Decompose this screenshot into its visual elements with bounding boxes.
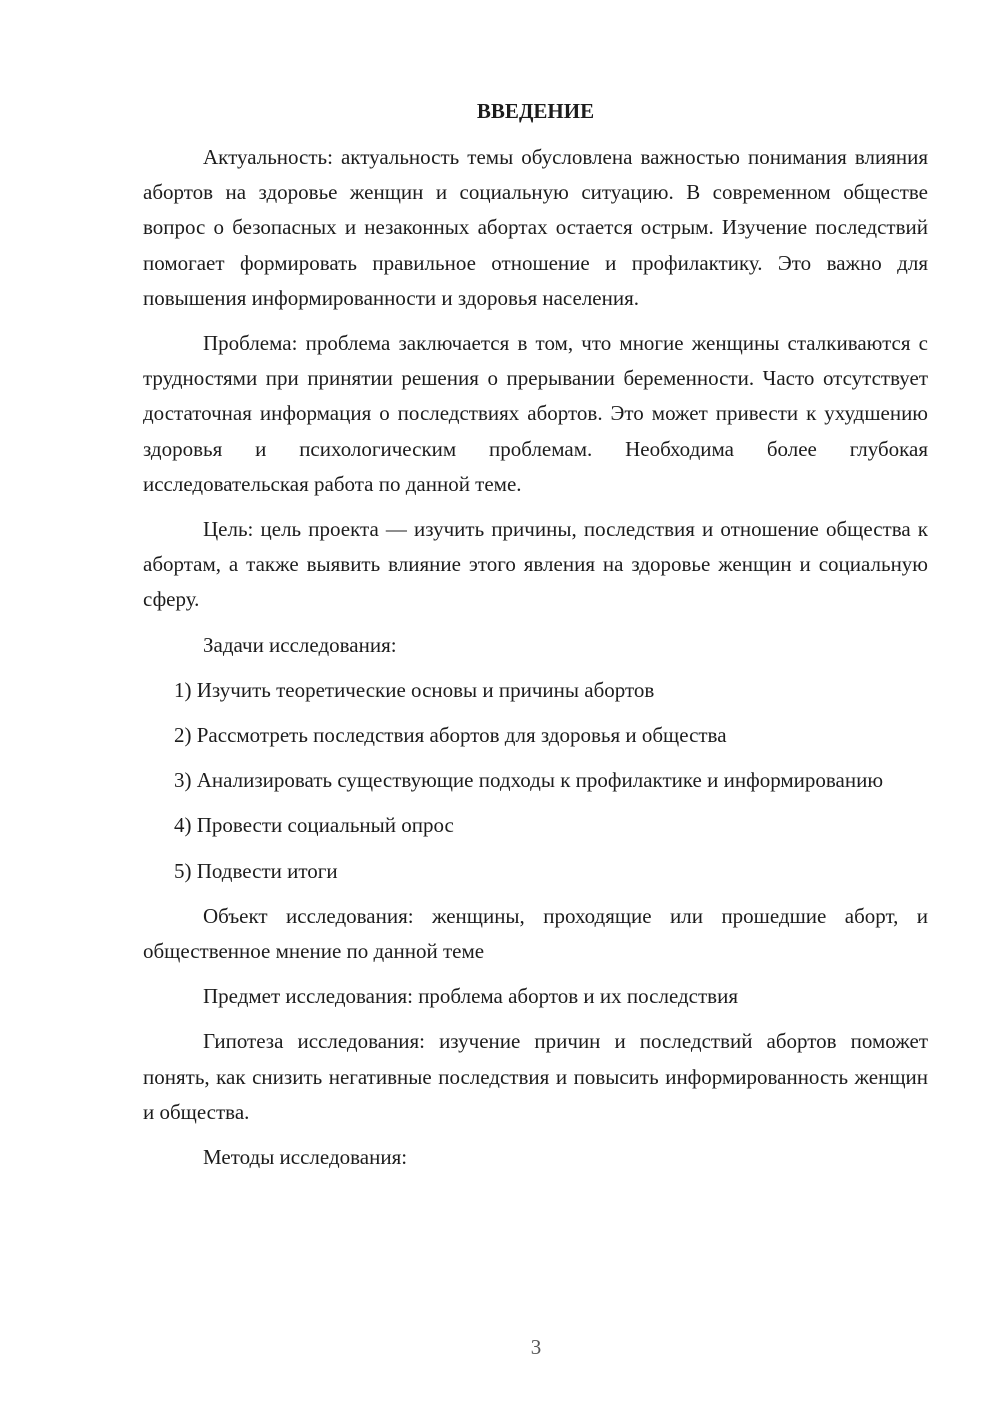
paragraph-goal: Цель: цель проекта — изучить причины, последствия и отношение общества к абортам, а также выявить влияние этого явления на здоровье женщин и социальную сферу. [143, 517, 928, 612]
task-item-5: 5) Подвести итоги [174, 858, 338, 883]
paragraph-problem: Проблема: проблема заключается в том, что многие женщины сталкиваются с трудностями при принятии решения о прерывании беременности. Часто отсутствует достаточная информация о последствиях абортов. Это может привести к ухудшению здоровья и психологическим проблемам. Необходима более глубокая исследовательская работа по данной теме. [143, 331, 928, 496]
paragraph-hypothesis: Гипотеза исследования: изучение причин и последствий абортов поможет понять, как снизить негативные последствия и повысить информированность женщин и общества. [143, 1029, 928, 1124]
section-title: ВВЕДЕНИЕ [476, 99, 595, 123]
task-item-4: 4) Провести социальный опрос [174, 813, 454, 838]
page-number: 3 [530, 1335, 542, 1359]
paragraph-relevance: Актуальность: актуальность темы обусловлена важностью понимания влияния абортов на здоровье женщин и социальную ситуацию. В современном обществе вопрос о безопасных и незаконных абортах остается острым. Изучение последствий помогает формировать правильное отношение и профилактику. Это важно для повышения информированности и здоровья населения. [143, 145, 928, 310]
paragraph-object: Объект исследования: женщины, проходящие или прошедшие аборт, и общественное мнение по данной теме [143, 903, 928, 964]
task-item-2: 2) Рассмотреть последствия абортов для здоровья и общества [174, 723, 727, 748]
paragraph-tasks-heading: Задачи исследования: [203, 632, 397, 657]
page-content [143, 96, 928, 1185]
task-item-1: 1) Изучить теоретические основы и причины абортов [174, 677, 655, 702]
paragraph-methods: Методы исследования: [203, 1145, 408, 1170]
task-item-3: 3) Анализировать существующие подходы к профилактике и информированию [174, 768, 884, 793]
paragraph-subject: Предмет исследования: проблема абортов и их последствия [203, 984, 738, 1009]
